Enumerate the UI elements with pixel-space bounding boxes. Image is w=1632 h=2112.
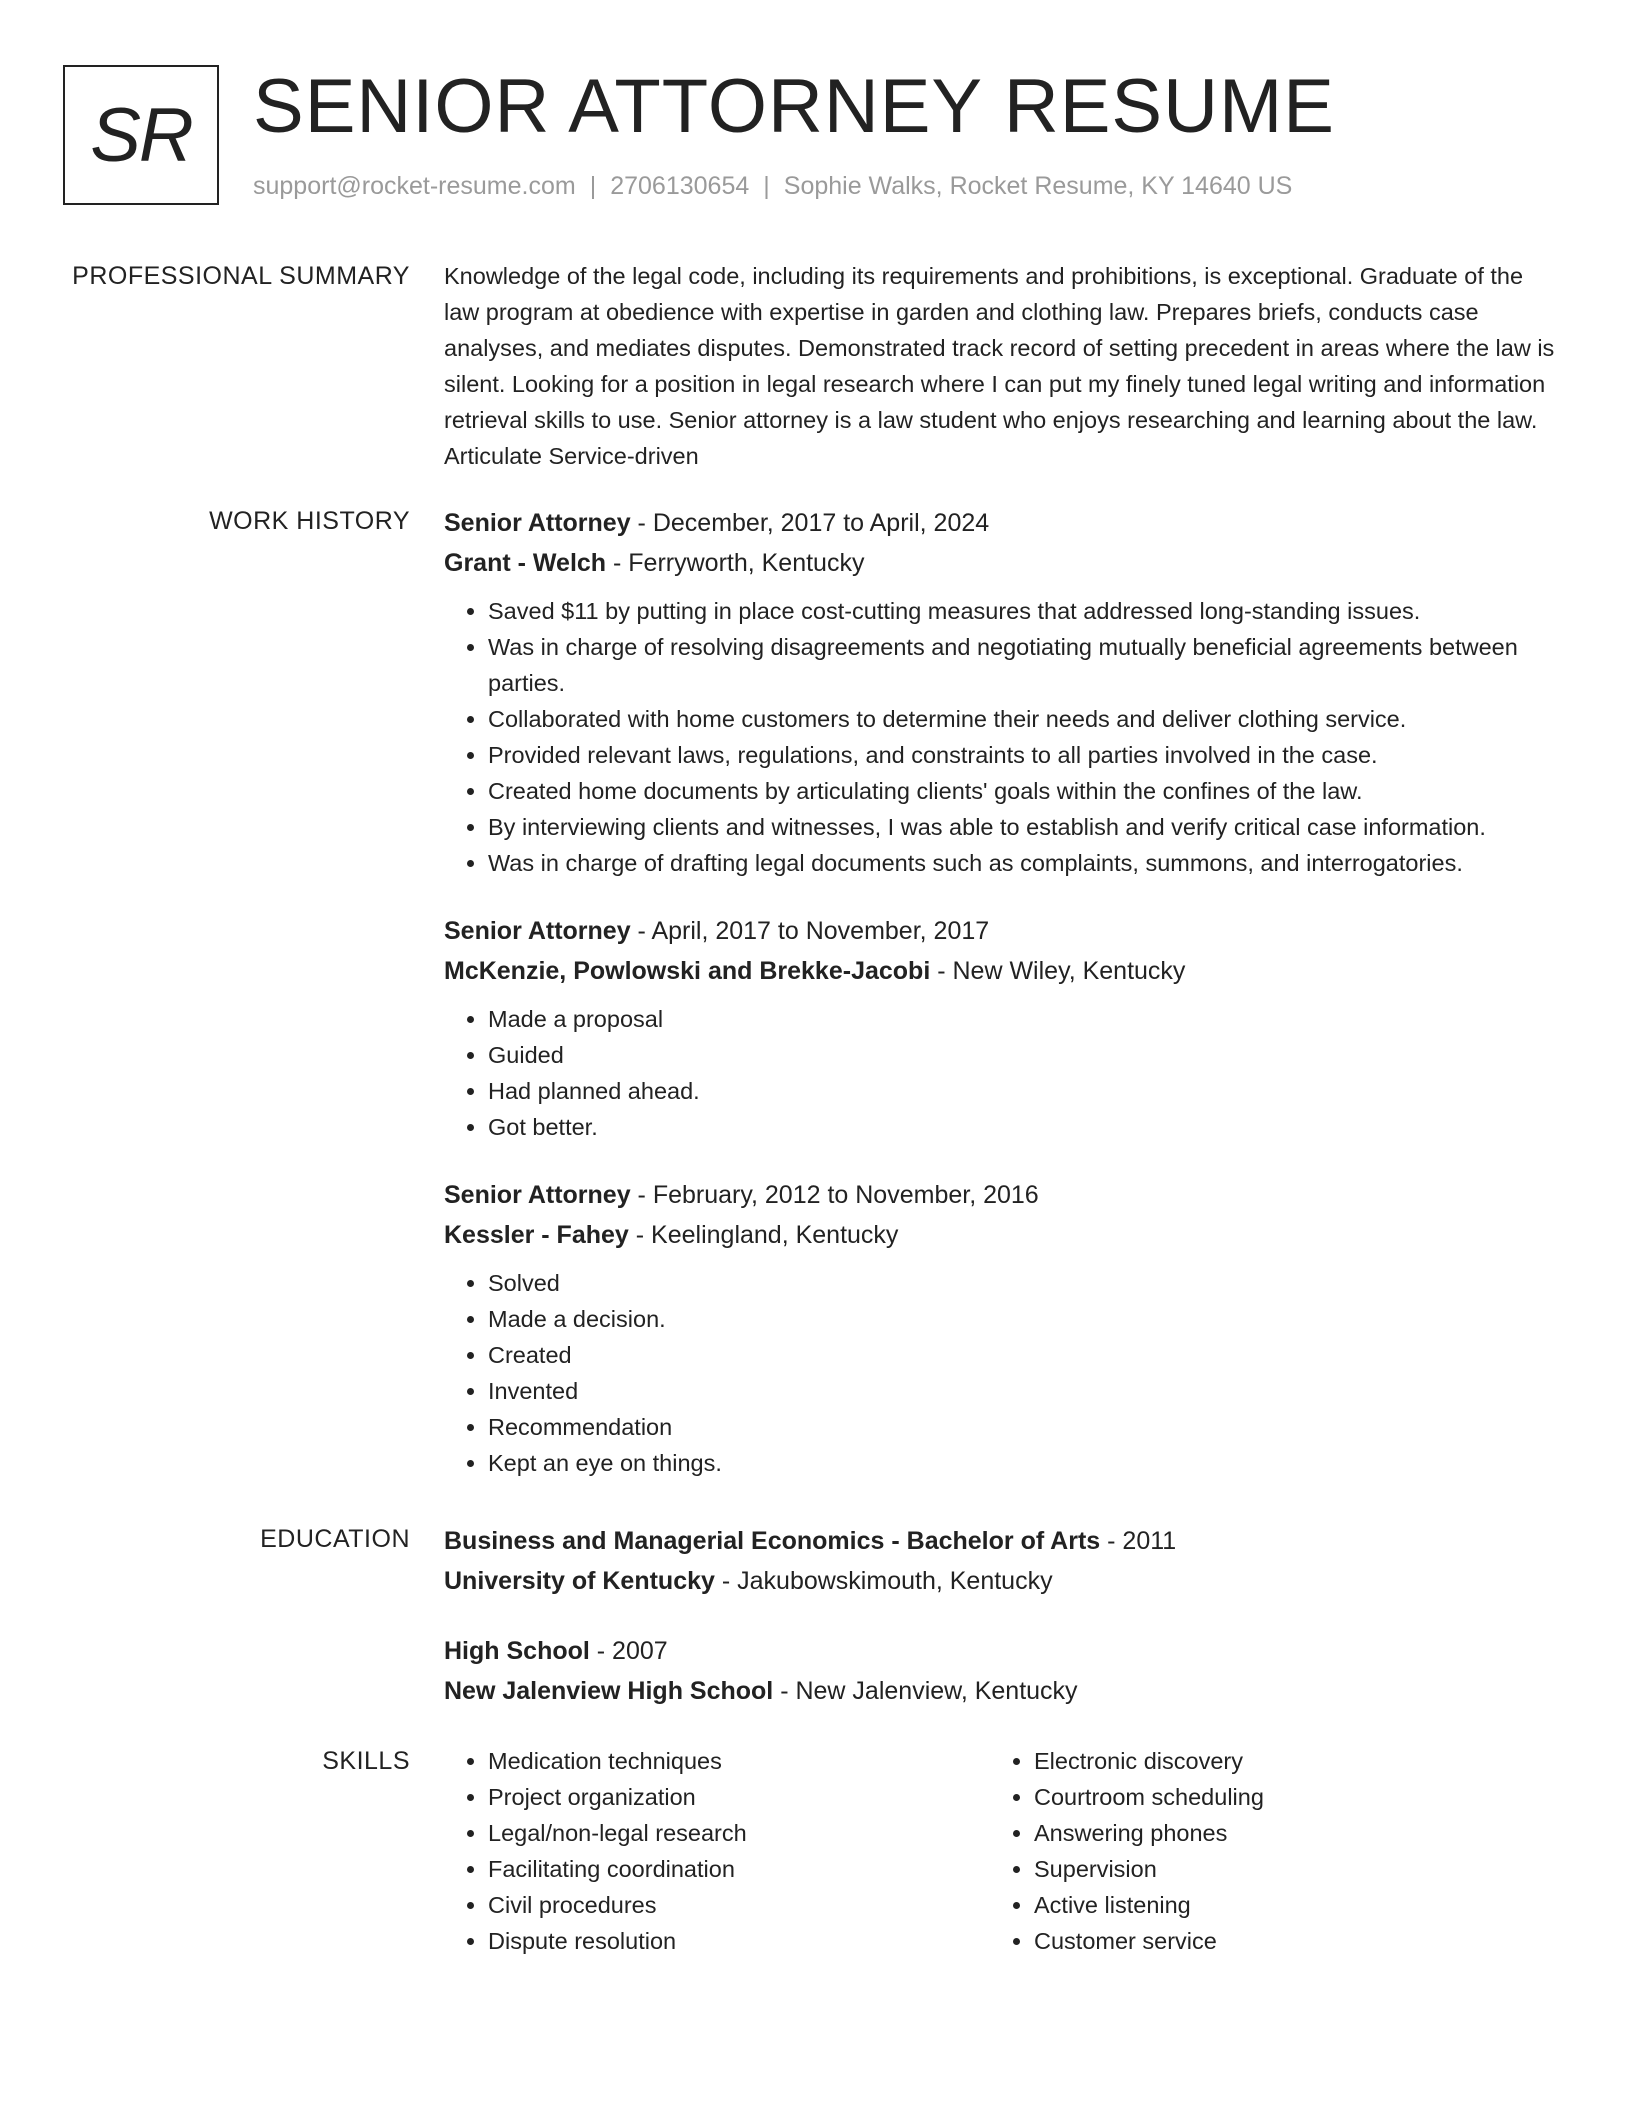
skill-item: • Electronic discovery <box>1034 1743 1536 1779</box>
work-history-heading: WORK HISTORY <box>209 507 410 535</box>
job-bullet: • Guided <box>488 1037 1556 1073</box>
job-dates: - April, 2017 to November, 2017 <box>630 917 990 945</box>
skill-item: • Medication techniques <box>488 1743 990 1779</box>
skill-item: • Legal/non-legal research <box>488 1815 990 1851</box>
job-bullet: • Kept an eye on things. <box>488 1445 1556 1481</box>
job-bullet: • Invented <box>488 1373 1556 1409</box>
education-year: - 2011 <box>1100 1527 1177 1555</box>
education-degree: Business and Managerial Economics - Bachelor of Arts <box>444 1527 1101 1555</box>
job-bullets <box>444 593 1556 881</box>
education-heading: EDUCATION <box>260 1525 410 1553</box>
job-title: Senior Attorney <box>444 917 631 945</box>
education-degree: High School <box>444 1637 590 1665</box>
job-bullet: • Created home documents by articulating clients' goals within the confines of the law. <box>488 773 1556 809</box>
job-bullet: • Collaborated with home customers to determine their needs and deliver clothing service. <box>488 701 1556 737</box>
summary-body <box>444 258 1556 474</box>
skill-item: • Courtroom scheduling <box>1034 1779 1536 1815</box>
job-location: - Keelingland, Kentucky <box>628 1221 899 1249</box>
education-entry <box>444 1631 1556 1711</box>
resume-title: SENIOR ATTORNEY RESUME <box>253 64 1335 149</box>
contact-line <box>253 172 1292 201</box>
education-school: University of Kentucky <box>444 1567 715 1595</box>
job-location: - Ferryworth, Kentucky <box>606 549 865 577</box>
job-bullet: • Made a proposal <box>488 1001 1556 1037</box>
job-company-line <box>444 543 1556 583</box>
skills-list-left <box>444 1743 990 1959</box>
education-degree-line <box>444 1521 1556 1561</box>
job-company: McKenzie, Powlowski and Brekke-Jacobi <box>444 957 931 985</box>
job-bullet: • Got better. <box>488 1109 1556 1145</box>
skill-item: • Answering phones <box>1034 1815 1536 1851</box>
education-degree-line <box>444 1631 1556 1671</box>
job-title: Senior Attorney <box>444 509 631 537</box>
job-title: Senior Attorney <box>444 1181 631 1209</box>
job-entry <box>444 1175 1556 1481</box>
job-entry <box>444 503 1556 881</box>
job-bullets <box>444 1001 1556 1145</box>
job-dates: - December, 2017 to April, 2024 <box>630 509 990 537</box>
summary-heading: PROFESSIONAL SUMMARY <box>72 262 410 290</box>
contact-email: support@rocket-resume.com <box>253 172 576 200</box>
job-bullet: • Provided relevant laws, regulations, and constraints to all parties involved in the case. <box>488 737 1556 773</box>
education-school-line <box>444 1561 1556 1601</box>
work-history-body <box>444 503 1556 1511</box>
job-company-line <box>444 951 1556 991</box>
contact-separator: | <box>589 172 597 200</box>
job-bullet: • Made a decision. <box>488 1301 1556 1337</box>
education-location: - Jakubowskimouth, Kentucky <box>714 1567 1053 1595</box>
job-bullet: • Had planned ahead. <box>488 1073 1556 1109</box>
job-company: Kessler - Fahey <box>444 1221 629 1249</box>
resume-header <box>63 65 1563 215</box>
job-bullet: • By interviewing clients and witnesses, I was able to establish and verify critical case information. <box>488 809 1556 845</box>
skill-item: • Active listening <box>1034 1887 1536 1923</box>
job-title-line <box>444 911 1556 951</box>
skills-heading: SKILLS <box>322 1747 410 1775</box>
skill-item: • Supervision <box>1034 1851 1536 1887</box>
skill-item: • Civil procedures <box>488 1887 990 1923</box>
skill-item: • Customer service <box>1034 1923 1536 1959</box>
education-year: - 2007 <box>589 1637 668 1665</box>
education-school: New Jalenview High School <box>444 1677 774 1705</box>
job-entry <box>444 911 1556 1145</box>
contact-address: Sophie Walks, Rocket Resume, KY 14640 US <box>783 172 1293 200</box>
skill-item: • Project organization <box>488 1779 990 1815</box>
job-bullet: • Created <box>488 1337 1556 1373</box>
skill-item: • Facilitating coordination <box>488 1851 990 1887</box>
job-company-line <box>444 1215 1556 1255</box>
job-location: - New Wiley, Kentucky <box>930 957 1186 985</box>
skills-list-right <box>990 1743 1536 1959</box>
job-bullet: • Solved <box>488 1265 1556 1301</box>
job-bullet: • Was in charge of drafting legal documents such as complaints, summons, and interrogatories. <box>488 845 1556 881</box>
education-location: - New Jalenview, Kentucky <box>773 1677 1078 1705</box>
summary-text: Knowledge of the legal code, including its requirements and prohibitions, is exceptional. Graduate of the law program at obedience with expertise in garden and clothing law. Prepares briefs, conducts case analyses, and mediates disputes. Demonstrated track record of setting precedent in areas where the law is silent. Looking for a position in legal research where I can put my finely tuned legal writing and information retrieval skills to use. Senior attorney is a law student who enjoys researching and learning about the law. Articulate Service-driven <box>444 263 1555 469</box>
job-bullets <box>444 1265 1556 1481</box>
contact-phone: 2706130654 <box>610 172 750 200</box>
job-title-line <box>444 1175 1556 1215</box>
job-company: Grant - Welch <box>444 549 607 577</box>
job-title-line <box>444 503 1556 543</box>
job-bullet: • Recommendation <box>488 1409 1556 1445</box>
job-bullet: • Saved $11 by putting in place cost-cutting measures that addressed long-standing issues. <box>488 593 1556 629</box>
education-entry <box>444 1521 1556 1601</box>
skill-item: • Dispute resolution <box>488 1923 990 1959</box>
education-body <box>444 1521 1556 1741</box>
contact-separator: | <box>763 172 770 200</box>
education-school-line <box>444 1671 1556 1711</box>
job-bullet: • Was in charge of resolving disagreements and negotiating mutually beneficial agreements between parties. <box>488 629 1556 701</box>
job-dates: - February, 2012 to November, 2016 <box>630 1181 1039 1209</box>
monogram-logo: SR <box>63 65 219 205</box>
skills-body <box>444 1743 1556 1959</box>
